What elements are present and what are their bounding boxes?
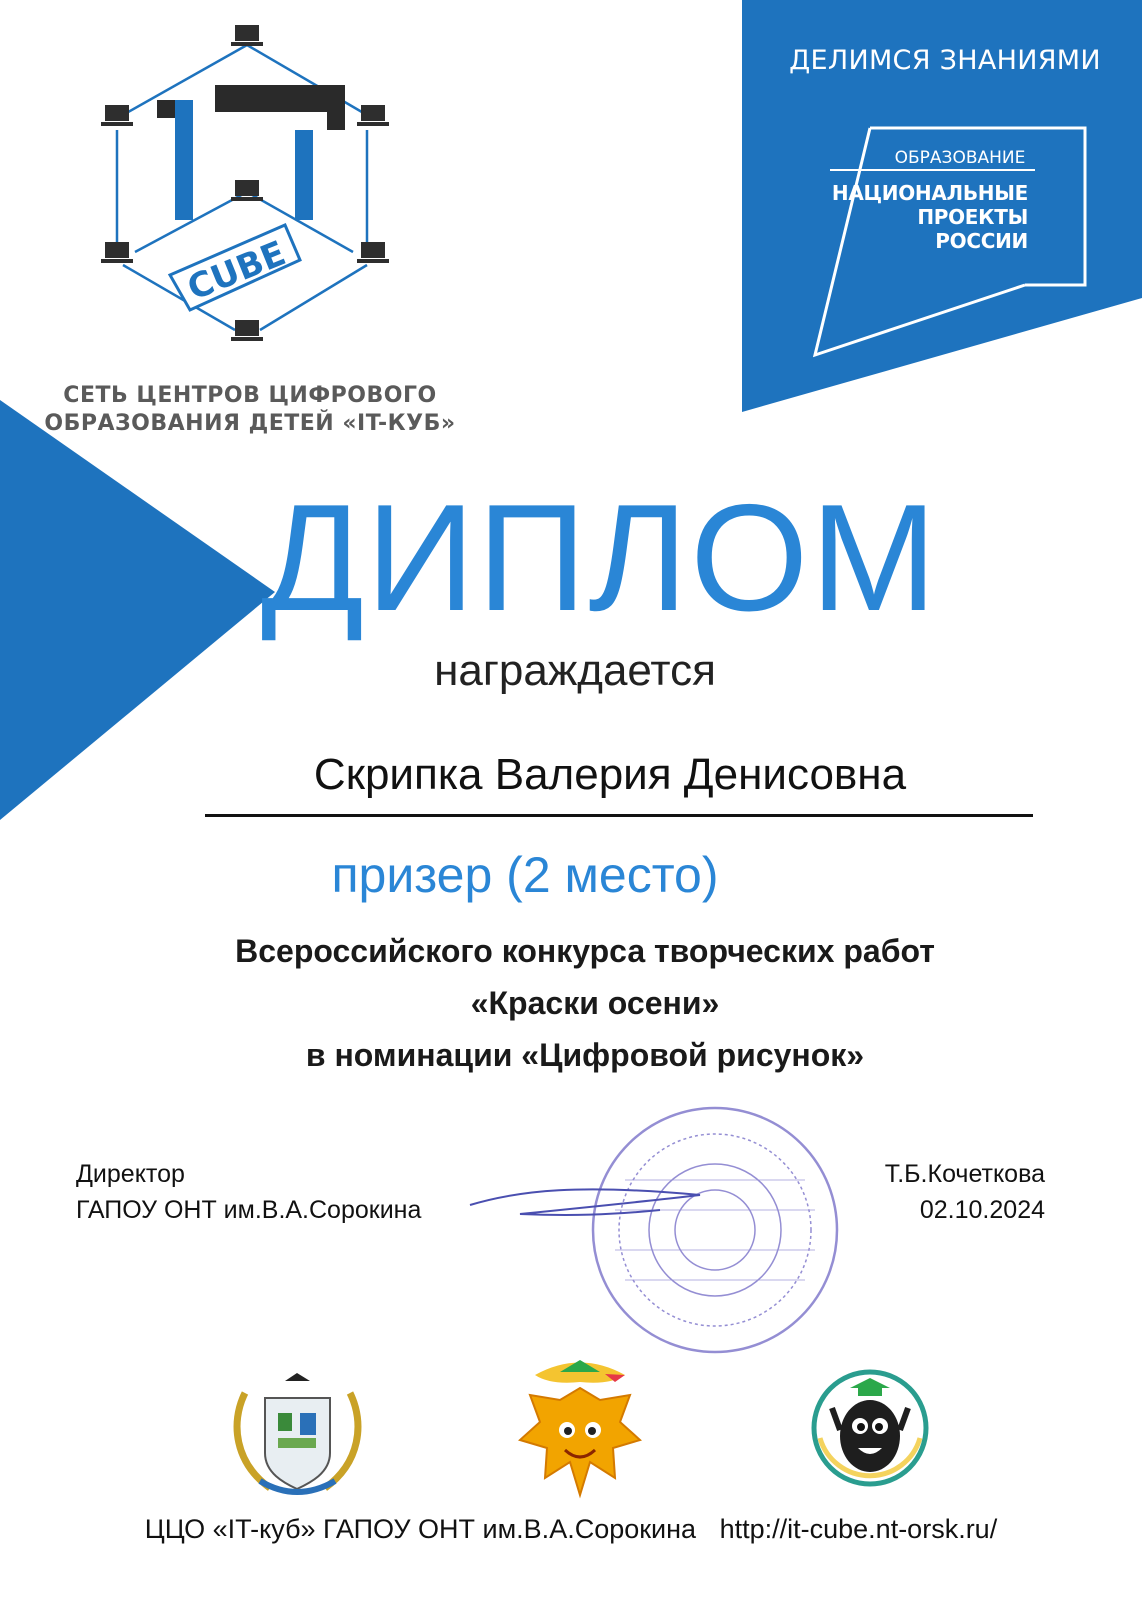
signature-icon — [460, 1170, 710, 1230]
network-name — [0, 382, 500, 438]
it-cube-logo-icon — [95, 20, 400, 365]
competition-line3: в номинации «Цифровой рисунок» — [305, 1037, 865, 1073]
slogan: ДЕЛИМСЯ ЗНАНИЯМИ — [789, 45, 1101, 76]
director-organization: ГАПОУ ОНТ им.В.А.Сорокина — [76, 1196, 422, 1224]
footer — [0, 1514, 1142, 1545]
recipient-name: Скрипка Валерия Денисовна — [313, 750, 907, 799]
name-underline — [205, 814, 1033, 817]
director-title: Директор — [76, 1160, 185, 1188]
np-title-line3: РОССИИ — [935, 229, 1028, 253]
it-kub-mascot-icon — [810, 1368, 930, 1488]
national-projects-subtitle: ОБРАЗОВАНИЕ — [894, 148, 1026, 168]
competition-line2: «Краски осени» — [470, 985, 720, 1021]
np-title-line2: ПРОЕКТЫ — [917, 205, 1028, 229]
network-name-line1: СЕТЬ ЦЕНТРОВ ЦИФРОВОГО — [63, 383, 437, 408]
svg-text:CUBE: CUBE — [181, 233, 292, 309]
network-name-line2: ОБРАЗОВАНИЯ ДЕТЕЙ «IT-КУБ» — [44, 411, 456, 436]
prize-text: призер (2 место) — [331, 847, 719, 903]
diploma-title: ДИПЛОМ — [260, 473, 940, 643]
np-title-line1: НАЦИОНАЛЬНЫЕ — [831, 181, 1028, 205]
competition-line1: Всероссийского конкурса творческих работ — [235, 933, 935, 969]
footer-organization: ЦЦО «IT-куб» ГАПОУ ОНТ им.В.А.Сорокина — [144, 1514, 697, 1544]
sign-date: 02.10.2024 — [919, 1196, 1045, 1224]
autumn-leaf-mascot-icon — [515, 1360, 645, 1500]
college-emblem-icon — [230, 1363, 365, 1503]
national-projects-title — [810, 181, 1028, 253]
footer-url[interactable]: http://it-cube.nt-orsk.ru/ — [719, 1514, 998, 1544]
official-stamp-icon — [585, 1100, 845, 1360]
director-name: Т.Б.Кочеткова — [884, 1160, 1045, 1188]
awarded-label: награждается — [434, 646, 716, 695]
